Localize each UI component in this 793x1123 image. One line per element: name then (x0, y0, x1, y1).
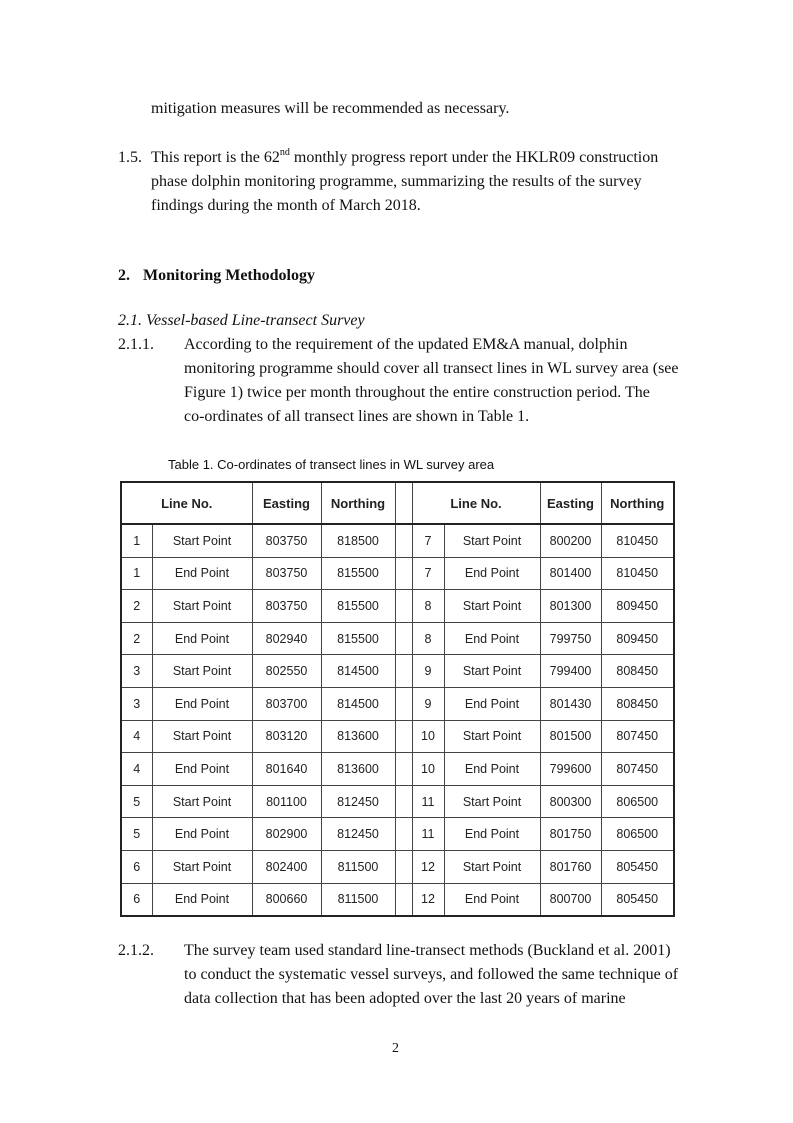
table-row (121, 687, 674, 720)
line-number-cell: 10 (412, 753, 444, 786)
northing-cell: 811500 (321, 850, 395, 883)
header-easting: Easting (252, 482, 321, 524)
point-type-cell: Start Point (152, 655, 252, 688)
line-number-cell: 11 (412, 818, 444, 851)
line-number-cell: 2 (121, 590, 152, 623)
point-type-cell: Start Point (152, 785, 252, 818)
point-type-cell: Start Point (152, 850, 252, 883)
header-easting: Easting (540, 482, 601, 524)
text-span: monthly progress report under the HKLR09 construction (289, 149, 659, 166)
column-spacer (395, 482, 412, 524)
column-spacer (395, 622, 412, 655)
point-type-cell: Start Point (444, 590, 540, 623)
northing-cell: 806500 (601, 785, 674, 818)
paragraph-number: 2.1.1. (118, 336, 154, 353)
northing-cell: 814500 (321, 687, 395, 720)
table-row (121, 524, 674, 557)
northing-cell: 807450 (601, 720, 674, 753)
northing-cell: 811500 (321, 883, 395, 916)
paragraph-number: 2.1.2. (118, 942, 154, 959)
point-type-cell: End Point (444, 883, 540, 916)
header-northing: Northing (601, 482, 674, 524)
northing-cell: 805450 (601, 850, 674, 883)
point-type-cell: End Point (152, 687, 252, 720)
northing-cell: 810450 (601, 557, 674, 590)
northing-cell: 812450 (321, 785, 395, 818)
point-type-cell: End Point (444, 753, 540, 786)
line-number-cell: 4 (121, 720, 152, 753)
point-type-cell: End Point (444, 687, 540, 720)
table-row (121, 785, 674, 818)
easting-cell: 803750 (252, 524, 321, 557)
easting-cell: 802900 (252, 818, 321, 851)
column-spacer (395, 720, 412, 753)
point-type-cell: End Point (152, 622, 252, 655)
line-number-cell: 1 (121, 557, 152, 590)
northing-cell: 815500 (321, 557, 395, 590)
column-spacer (395, 524, 412, 557)
northing-cell: 807450 (601, 753, 674, 786)
paragraph-line: According to the requirement of the updated EM&A manual, dolphin (184, 336, 628, 353)
easting-cell: 801430 (540, 687, 601, 720)
easting-cell: 800660 (252, 883, 321, 916)
intro-continuation-text: mitigation measures will be recommended as necessary. (151, 100, 510, 117)
line-number-cell: 12 (412, 850, 444, 883)
table-row (121, 590, 674, 623)
point-type-cell: End Point (152, 883, 252, 916)
table-row (121, 720, 674, 753)
point-type-cell: Start Point (444, 720, 540, 753)
point-type-cell: End Point (444, 557, 540, 590)
easting-cell: 803700 (252, 687, 321, 720)
paragraph-number: 1.5. (118, 149, 142, 166)
column-spacer (395, 655, 412, 688)
paragraph-line (151, 146, 658, 172)
paragraph-line: Figure 1) twice per month throughout the entire construction period. The (184, 384, 650, 401)
point-type-cell: End Point (152, 818, 252, 851)
northing-cell: 812450 (321, 818, 395, 851)
line-number-cell: 4 (121, 753, 152, 786)
column-spacer (395, 850, 412, 883)
table-row (121, 753, 674, 786)
northing-cell: 815500 (321, 622, 395, 655)
northing-cell: 808450 (601, 687, 674, 720)
easting-cell: 799400 (540, 655, 601, 688)
transect-coordinates-table (120, 481, 675, 917)
table-row (121, 850, 674, 883)
easting-cell: 801300 (540, 590, 601, 623)
easting-cell: 801400 (540, 557, 601, 590)
easting-cell: 802550 (252, 655, 321, 688)
point-type-cell: Start Point (152, 524, 252, 557)
paragraph-line: data collection that has been adopted over the last 20 years of marine (184, 990, 626, 1007)
point-type-cell: Start Point (444, 850, 540, 883)
line-number-cell: 8 (412, 590, 444, 623)
easting-cell: 802400 (252, 850, 321, 883)
table-row (121, 557, 674, 590)
paragraph-line: The survey team used standard line-transect methods (Buckland et al. 2001) (184, 942, 671, 959)
column-spacer (395, 785, 412, 818)
point-type-cell: End Point (444, 622, 540, 655)
easting-cell: 803750 (252, 590, 321, 623)
northing-cell: 806500 (601, 818, 674, 851)
easting-cell: 802940 (252, 622, 321, 655)
line-number-cell: 5 (121, 785, 152, 818)
column-spacer (395, 883, 412, 916)
paragraph-line: co-ordinates of all transect lines are shown in Table 1. (184, 408, 530, 425)
column-spacer (395, 557, 412, 590)
easting-cell: 799750 (540, 622, 601, 655)
point-type-cell: Start Point (444, 785, 540, 818)
table-row (121, 818, 674, 851)
northing-cell: 805450 (601, 883, 674, 916)
line-number-cell: 8 (412, 622, 444, 655)
northing-cell: 809450 (601, 590, 674, 623)
line-number-cell: 3 (121, 687, 152, 720)
easting-cell: 801500 (540, 720, 601, 753)
northing-cell: 813600 (321, 753, 395, 786)
line-number-cell: 9 (412, 655, 444, 688)
point-type-cell: Start Point (444, 524, 540, 557)
paragraph-line: phase dolphin monitoring programme, summarizing the results of the survey (151, 173, 642, 190)
table-row (121, 622, 674, 655)
column-spacer (395, 687, 412, 720)
point-type-cell: End Point (444, 818, 540, 851)
paragraph-line: to conduct the systematic vessel surveys, and followed the same technique of (184, 966, 679, 983)
header-line-no: Line No. (121, 482, 252, 524)
paragraph-line: findings during the month of March 2018. (151, 197, 421, 214)
northing-cell: 809450 (601, 622, 674, 655)
northing-cell: 814500 (321, 655, 395, 688)
easting-cell: 803750 (252, 557, 321, 590)
text-span: This report is the 62 (151, 149, 280, 166)
column-spacer (395, 753, 412, 786)
line-number-cell: 10 (412, 720, 444, 753)
point-type-cell: End Point (152, 753, 252, 786)
line-number-cell: 11 (412, 785, 444, 818)
table-row (121, 655, 674, 688)
point-type-cell: Start Point (152, 590, 252, 623)
section-title: Monitoring Methodology (143, 267, 315, 284)
column-spacer (395, 818, 412, 851)
easting-cell: 801640 (252, 753, 321, 786)
line-number-cell: 6 (121, 883, 152, 916)
easting-cell: 803120 (252, 720, 321, 753)
header-line-no: Line No. (412, 482, 540, 524)
table-header-row (121, 482, 674, 524)
table-row (121, 883, 674, 916)
easting-cell: 800300 (540, 785, 601, 818)
paragraph-line: monitoring programme should cover all transect lines in WL survey area (see (184, 360, 679, 377)
easting-cell: 800700 (540, 883, 601, 916)
line-number-cell: 3 (121, 655, 152, 688)
line-number-cell: 1 (121, 524, 152, 557)
ordinal-superscript: nd (279, 147, 290, 158)
easting-cell: 800200 (540, 524, 601, 557)
easting-cell: 799600 (540, 753, 601, 786)
easting-cell: 801100 (252, 785, 321, 818)
point-type-cell: Start Point (444, 655, 540, 688)
subsection-heading: 2.1. Vessel-based Line-transect Survey (118, 312, 365, 329)
point-type-cell: Start Point (152, 720, 252, 753)
easting-cell: 801760 (540, 850, 601, 883)
point-type-cell: End Point (152, 557, 252, 590)
northing-cell: 813600 (321, 720, 395, 753)
section-number: 2. (118, 267, 130, 284)
northing-cell: 818500 (321, 524, 395, 557)
easting-cell: 801750 (540, 818, 601, 851)
northing-cell: 815500 (321, 590, 395, 623)
northing-cell: 808450 (601, 655, 674, 688)
line-number-cell: 12 (412, 883, 444, 916)
northing-cell: 810450 (601, 524, 674, 557)
line-number-cell: 9 (412, 687, 444, 720)
header-northing: Northing (321, 482, 395, 524)
column-spacer (395, 590, 412, 623)
line-number-cell: 7 (412, 524, 444, 557)
line-number-cell: 5 (121, 818, 152, 851)
page-number: 2 (392, 1041, 399, 1056)
table-caption: Table 1. Co-ordinates of transect lines in WL survey area (168, 457, 495, 472)
line-number-cell: 6 (121, 850, 152, 883)
line-number-cell: 2 (121, 622, 152, 655)
line-number-cell: 7 (412, 557, 444, 590)
